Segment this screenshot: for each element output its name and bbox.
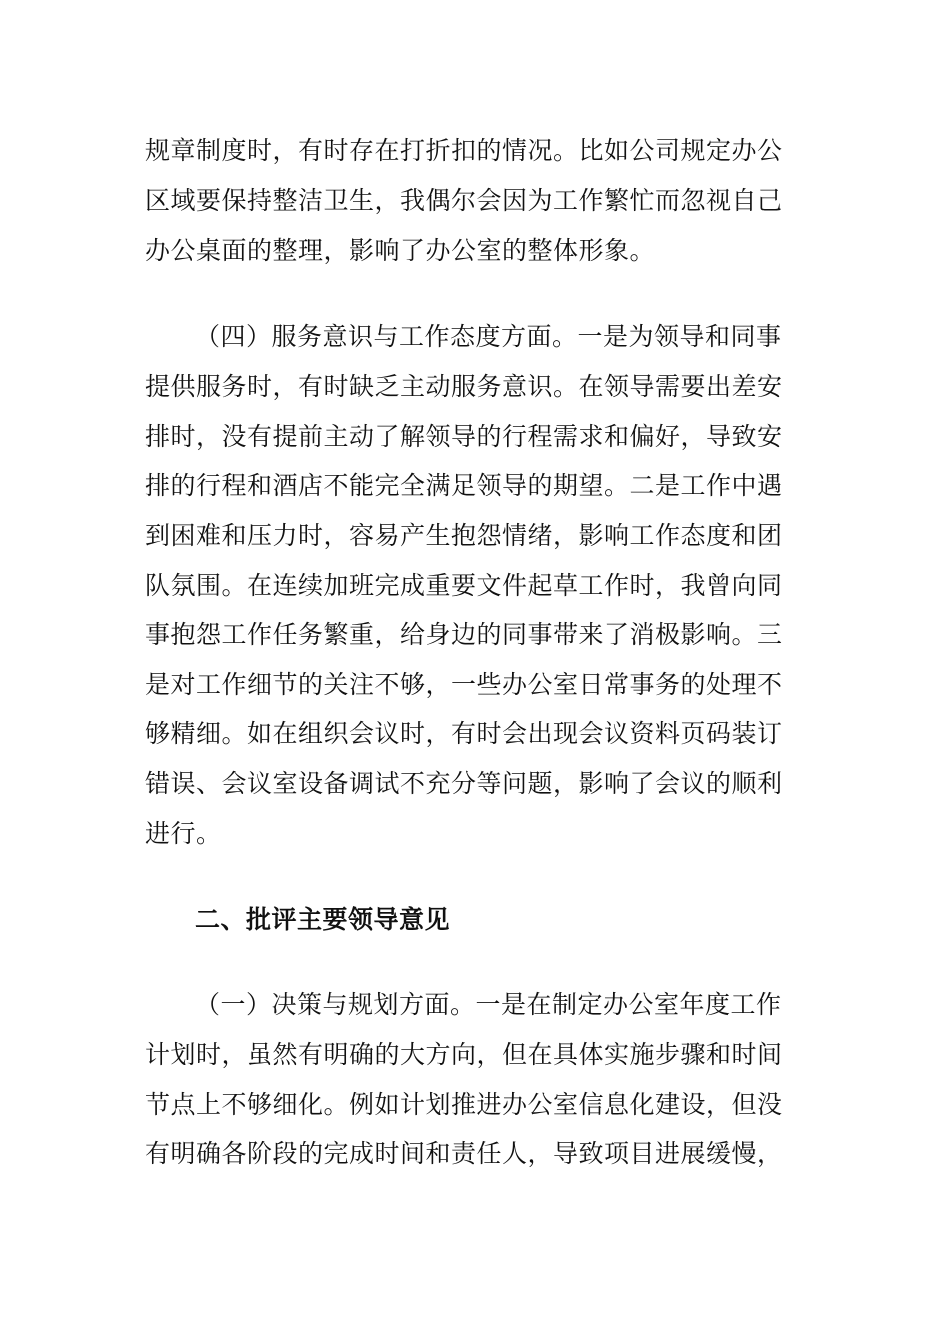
paragraph-line: 区域要保持整洁卫生，我偶尔会因为工作繁忙而忽视自己 — [145, 186, 783, 215]
paragraph-line: 排时，没有提前主动了解领导的行程需求和偏好，导致安 — [145, 422, 783, 451]
paragraph-line: （四）服务意识与工作态度方面。一是为领导和同事 — [195, 322, 782, 351]
paragraph-line: 规章制度时，有时存在打折扣的情况。比如公司规定办公 — [145, 136, 783, 165]
paragraph-line: 错误、会议室设备调试不充分等问题，影响了会议的顺利 — [145, 769, 783, 798]
paragraph-line: 够精细。如在组织会议时，有时会出现会议资料页码装订 — [145, 719, 783, 748]
paragraph-line: 办公桌面的整理，影响了办公室的整体形象。 — [145, 236, 656, 265]
paragraph-line: 是对工作细节的关注不够，一些办公室日常事务的处理不 — [145, 670, 783, 699]
paragraph-line: 计划时，虽然有明确的大方向，但在具体实施步骤和时间 — [145, 1040, 783, 1069]
paragraph-line: 有明确各阶段的完成时间和责任人，导致项目进展缓慢， — [145, 1139, 783, 1168]
paragraph-line: （一）决策与规划方面。一是在制定办公室年度工作 — [195, 990, 782, 1019]
paragraph-line: 队氛围。在连续加班完成重要文件起草工作时，我曾向同 — [145, 571, 783, 600]
paragraph-line: 到困难和压力时，容易产生抱怨情绪，影响工作态度和团 — [145, 521, 783, 550]
paragraph-line: 提供服务时，有时缺乏主动服务意识。在领导需要出差安 — [145, 372, 783, 401]
paragraph-line: 事抱怨工作任务繁重，给身边的同事带来了消极影响。三 — [145, 620, 783, 649]
paragraph-line: 排的行程和酒店不能完全满足领导的期望。二是工作中遇 — [145, 471, 783, 500]
paragraph-line: 节点上不够细化。例如计划推进办公室信息化建设，但没 — [145, 1090, 783, 1119]
paragraph-line: 进行。 — [145, 819, 222, 848]
section-heading: 二、批评主要领导意见 — [195, 905, 451, 934]
